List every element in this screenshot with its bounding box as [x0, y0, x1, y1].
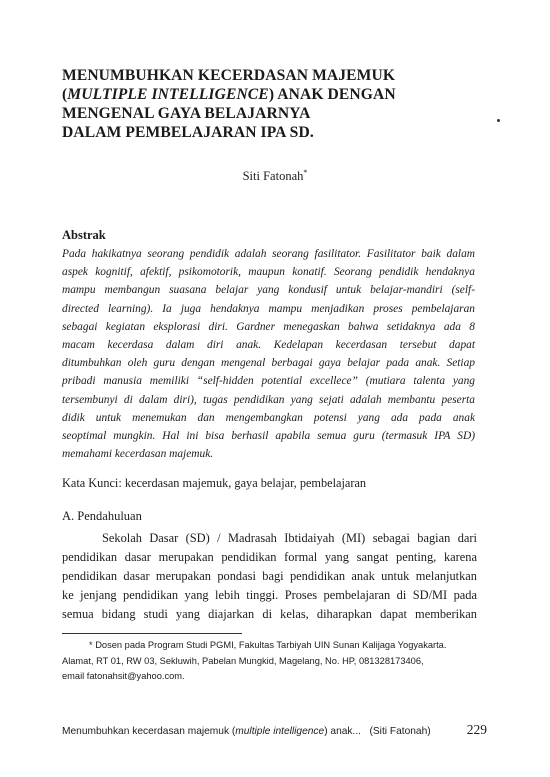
- author-name: Siti Fatonah: [242, 169, 304, 184]
- body-line: semua bidang studi yang diajarkan di kelas, diharapkan dapat memberikan: [62, 606, 477, 621]
- page-number: 229: [466, 722, 487, 737]
- footnote-divider: [62, 633, 242, 634]
- abstract-line: seoptimal mungkin. Hal ini bisa berhasil apabila semua guru (termasuk IPA SD): [62, 430, 475, 443]
- running-footer: [62, 722, 487, 738]
- abstract-line: mampu membangun suasana belajar yang kondusif untuk belajar-mandiri (self-: [62, 284, 475, 297]
- scan-dot-mark: [497, 119, 500, 122]
- running-footer-prefix: Menumbuhkan kecerdasan majemuk (: [62, 726, 236, 737]
- section-heading: A. Pendahuluan: [62, 509, 142, 523]
- abstract-line: macam kecerdasa dalam diri anak. Kedelapan kecerdasan tersebut dapat: [62, 339, 475, 352]
- body-line: pendidikan dasar merupakan pondasi bagi pendidikan anak untuk melanjutkan: [62, 568, 477, 583]
- title-line-2: [62, 85, 462, 104]
- body-paragraph: [62, 529, 477, 624]
- abstract-line: ditumbuhkan oleh guru dengan mengenal berbagai gaya belajar pada anak. Setiap: [62, 357, 475, 370]
- footnote-line: * Dosen pada Program Studi PGMI, Fakultas Tarbiyah UIN Sunan Kalijaga Yogyakarta.: [89, 640, 447, 650]
- running-footer-title: [62, 726, 431, 737]
- abstract-line: Pada hakikatnya seorang pendidik adalah seorang fasilitator. Fasilitator baik dalam: [62, 248, 475, 260]
- title-line-4: DALAM PEMBELAJARAN IPA SD.: [62, 124, 314, 141]
- footnote-line: email fatonahsit@yahoo.com.: [62, 671, 185, 681]
- title-line-1: MENUMBUHKAN KECERDASAN MAJEMUK: [62, 67, 396, 84]
- running-footer-italic: multiple intelligence: [235, 726, 325, 737]
- paper-title: [62, 66, 462, 142]
- title-line-2-open: (: [62, 86, 68, 103]
- running-footer-suffix: ) anak... (Siti Fatonah): [324, 726, 431, 737]
- abstract-line: memahami kecerdasan majemuk.: [62, 448, 214, 461]
- keywords-label: Kata Kunci:: [62, 476, 122, 490]
- title-line-3: MENGENAL GAYA BELAJARNYA: [62, 105, 311, 122]
- abstract-heading: Abstrak: [62, 228, 106, 242]
- abstract-line: aspek kognitif, afektif, psikomotorik, maupun konatif. Seorang pendidik hendaknya: [62, 266, 475, 279]
- abstract-line: tersembunyi di dalam diri), tugas pendidikan yang sejati adalah membantu peserta: [62, 393, 475, 406]
- body-line: pendidikan dasar merupakan pendidikan formal yang sangat penting, karena: [62, 549, 477, 564]
- title-line-2-italic: MULTIPLE INTELLIGENCE: [67, 86, 269, 103]
- abstract-body: [62, 245, 475, 463]
- body-line: ke jenjang pendidikan yang lebih tinggi. Proses pembelajaran di SD/MI pada: [62, 587, 477, 602]
- author-line: [0, 168, 550, 184]
- keywords-text: kecerdasan majemuk, gaya belajar, pembelajaran: [121, 476, 367, 490]
- title-line-2-rest: ) ANAK DENGAN: [268, 86, 396, 103]
- keywords: [62, 476, 366, 491]
- abstract-line: sebagai kegiatan eksplorasi diri. Gardner menegaskan bahwa setidaknya ada 8: [62, 320, 475, 333]
- footnote: [62, 638, 478, 685]
- footnote-line: Alamat, RT 01, RW 03, Sekluwih, Pabelan Mungkid, Magelang, No. HP, 081328173406,: [62, 655, 424, 666]
- abstract-line: pribadi manusia memiliki “self-hidden potential excellece” (mutiara talenta yang: [62, 375, 475, 388]
- abstract-line: directed learning). Ia juga hendaknya mampu menjadikan proses pembelajaran: [62, 302, 475, 315]
- abstract-line: didik untuk menemukan dan mengembangkan potensi yang ada pada anak: [62, 411, 475, 424]
- body-line: Sekolah Dasar (SD) / Madrasah Ibtidaiyah (MI) sebagai bagian dari: [102, 531, 477, 545]
- author-footnote-mark: *: [303, 168, 308, 177]
